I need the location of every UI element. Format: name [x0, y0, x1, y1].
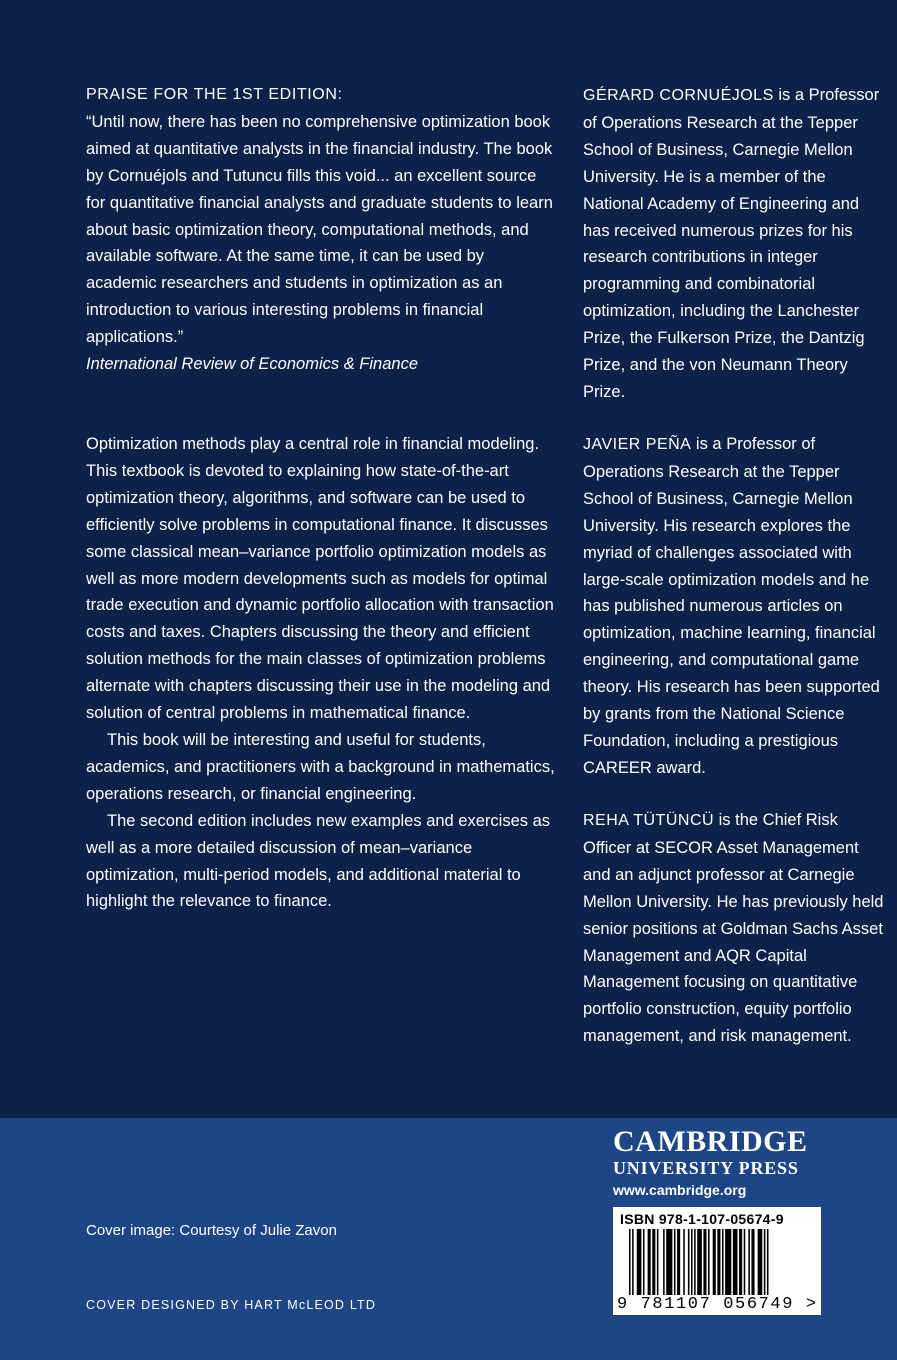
description-paragraph-2: This book will be interesting and useful for students, academics, and practitioners with a background in mathematics, operations research, or financial engineering.	[86, 730, 555, 803]
publisher-name: CAMBRIDGE	[613, 1125, 808, 1158]
barcode-bars	[619, 1229, 815, 1299]
praise-source: International Review of Economics & Finance	[86, 355, 418, 374]
barcode-bar	[708, 1229, 710, 1295]
praise-block	[86, 82, 556, 378]
author-name: REHA TÜTÜNCÜ	[583, 812, 715, 829]
author-bio-text: is a Professor of Operations Research at the Tepper School of Business, Carnegie Mellon University. He is a member of the National Academy of Engineering and has received numerous prizes for his research contributions in integer programming and combinatorial optimization, including the Lanchester Prize, the Fulkerson Prize, the Dantzig Prize, and the von Neumann Theory Prize.	[583, 86, 880, 401]
barcode-bar	[683, 1229, 685, 1295]
barcode-bar	[733, 1229, 738, 1295]
barcode-bar	[643, 1229, 645, 1295]
barcode-bar	[722, 1229, 724, 1295]
barcode-digits: 9 781107 056749 >	[617, 1295, 818, 1314]
author-bio-pena	[583, 431, 888, 782]
barcode-bar	[691, 1229, 693, 1295]
barcode-bar	[648, 1229, 651, 1295]
barcode-bar	[632, 1229, 634, 1295]
barcode-bar	[637, 1229, 642, 1295]
author-name: GÉRARD CORNUÉJOLS	[583, 87, 774, 104]
author-bio-text: is the Chief Risk Officer at SECOR Asset Management and an adjunct professor at Carnegie Mellon University. He has previously held senior positions at Goldman Sachs Asset Management and AQR Capital Management focusing on quantitative portfolio construction, equity portfolio management, and risk management.	[583, 811, 884, 1046]
publisher-url: www.cambridge.org	[613, 1182, 747, 1198]
barcode-bar	[725, 1229, 731, 1295]
description-paragraph-1: Optimization methods play a central role in financial modeling. This textbook is devoted to explaining how state-of-the-art optimization theory, algorithms, and software can be used to efficiently solve problems in computational finance. It discusses some classical mean–variance portfolio optimization models as well as more modern developments such as models for optimal trade execution and dynamic portfolio allocation with transaction costs and taxes. Chapters discussing the theory and efficient solution methods for the main classes of optimization problems alternate with chapters discussing their use in the modeling and solution of central problems in mathematical finance.	[86, 435, 554, 723]
barcode-bar	[703, 1229, 706, 1295]
barcode-bar	[697, 1229, 702, 1295]
cover-design-credit: COVER DESIGNED BY HART McLEOD LTD	[86, 1298, 377, 1312]
author-name: JAVIER PEÑA	[583, 436, 692, 453]
barcode-bar	[751, 1229, 754, 1295]
barcode-bar	[744, 1229, 746, 1295]
barcode-bar	[717, 1229, 720, 1295]
barcode-bar	[758, 1229, 763, 1295]
praise-quote: “Until now, there has been no comprehensive optimization book aimed at quantitative analysts in the financial industry. The book by Cornuéjols and Tutuncu fills this void... an excellent source for quantitative financial analysts and graduate students to learn about basic optimization theory, computational methods, and available software. At the same time, it can be used by academic researchers and students in optimization as an introduction to various interesting problems in financial applications.”	[86, 112, 553, 347]
author-bio-tutuncu	[583, 807, 888, 1050]
isbn-number: ISBN 978-1-107-05674-9	[620, 1211, 784, 1227]
praise-heading: PRAISE FOR THE 1ST EDITION:	[86, 86, 343, 103]
barcode-bar	[694, 1229, 696, 1295]
cover-image-credit: Cover image: Courtesy of Julie Zavon	[86, 1222, 337, 1239]
author-bio-text: is a Professor of Operations Research at the Tepper School of Business, Carnegie Mellon University. His research explores the myriad of challenges associated with large-scale optimization models and he has published numerous articles on optimization, machine learning, financial engineering, and computational game theory. His research has been supported by grants from the National Science Foundation, including a prestigious CAREER award.	[583, 435, 880, 777]
barcode-bar	[677, 1229, 680, 1295]
barcode-bar	[652, 1229, 655, 1295]
publisher-subtitle: UNIVERSITY PRESS	[613, 1158, 799, 1178]
barcode-bar	[767, 1229, 769, 1295]
barcode-bar	[739, 1229, 742, 1295]
description-paragraph-3: The second edition includes new examples and exercises as well as a more detailed discussion of mean–variance optimization, multi-period models, and additional material to highlight the relevance to finance.	[86, 811, 551, 911]
barcode-bar	[657, 1229, 659, 1295]
barcode-bar	[663, 1229, 665, 1295]
barcode-bar	[629, 1229, 631, 1295]
barcode-bar	[764, 1229, 766, 1295]
book-description	[86, 431, 556, 915]
publisher-logo	[613, 1126, 828, 1202]
barcode-bar	[688, 1229, 690, 1295]
author-bio-cornuejols	[583, 82, 888, 406]
barcode-bar	[674, 1229, 676, 1295]
barcode-bar	[748, 1229, 750, 1295]
barcode-bar	[713, 1229, 716, 1295]
isbn-barcode	[613, 1207, 821, 1315]
barcode-bar	[666, 1229, 672, 1295]
